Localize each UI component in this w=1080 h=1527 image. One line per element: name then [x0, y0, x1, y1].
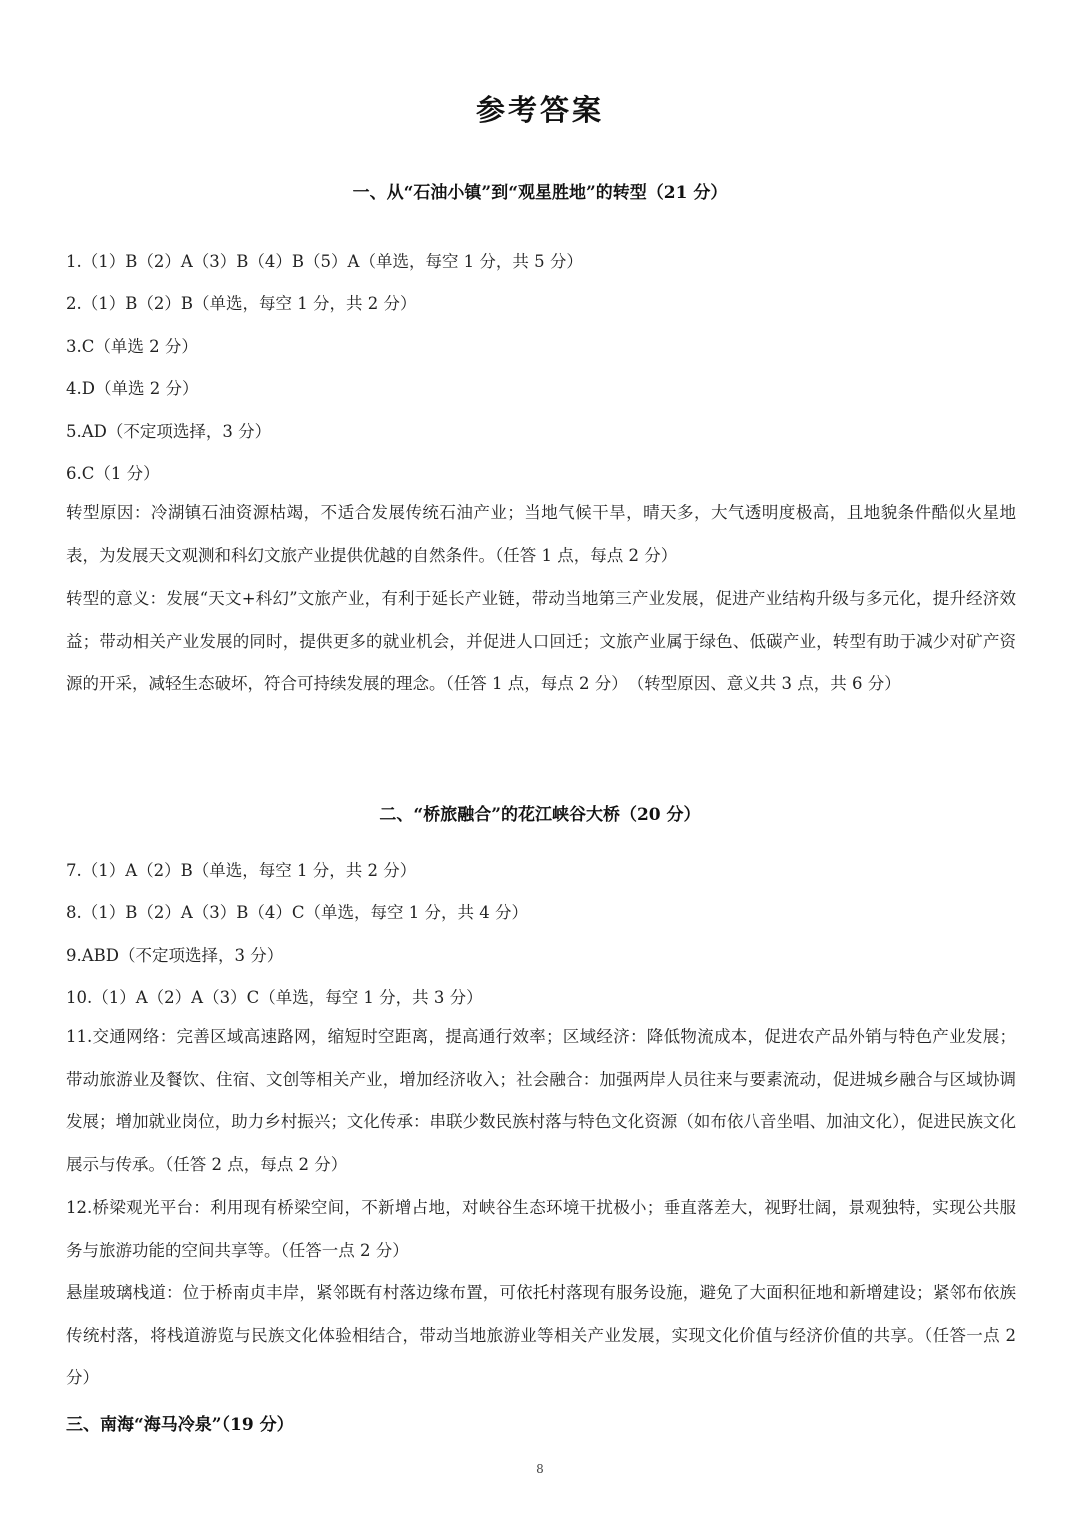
answer-line-9: 9.ABD（不定项选择，3 分）	[66, 946, 284, 965]
answer-line-5: 5.AD（不定项选择，3 分）	[66, 422, 272, 441]
answer-line-10: 10.（1）A（2）A（3）C（单选，每空 1 分，共 3 分）	[66, 988, 483, 1007]
answer-line-7: 7.（1）A（2）B（单选，每空 1 分，共 2 分）	[66, 861, 417, 880]
answer-line-2: 2.（1）B（2）B（单选，每空 1 分，共 2 分）	[66, 294, 417, 313]
transformation-reasons-paragraph: 转型原因：冷湖镇石油资源枯竭，不适合发展传统石油产业；当地气候干旱，晴天多，大气透明度极高，且地貌条件酷似火星地表，为发展天文观测和科幻文旅产业提供优越的自然条件。（任答 1 点，每点 2 分）	[66, 503, 1016, 565]
transformation-significance-paragraph: 转型的意义：发展“天文+科幻”文旅产业，有利于延长产业链，带动当地第三产业发展，促进产业结构升级与多元化，提升经济效益；带动相关产业发展的同时，提供更多的就业机会，并促进人口回迁；文旅产业属于绿色、低碳产业，转型有助于减少对矿产资源的开采，减轻生态破坏，符合可持续发展的理念。（任答 1 点，每点 2 分） （转型原因、意义共 3 点，共 6 分）	[66, 589, 1016, 693]
answer-12-paragraph: 12.桥梁观光平台：利用现有桥梁空间，不新增占地，对峡谷生态环境干扰极小；垂直落差大，视野壮阔，景观独特，实现公共服务与旅游功能的空间共享等。（任答一点 2 分）	[66, 1198, 1016, 1260]
section-3-heading: 三、南海“海马冷泉”（19 分）	[66, 1415, 294, 1435]
answer-11-paragraph: 11.交通网络：完善区域高速路网，缩短时空距离，提高通行效率；区域经济：降低物流成本，促进农产品外销与特色产业发展；带动旅游业及餐饮、住宿、文创等相关产业，增加经济收入；社会融合：加强两岸人员往来与要素流动，促进城乡融合与区域协调发展；增加就业岗位，助力乡村振兴；文化传承：串联少数民族村落与特色文化资源（如布依八音坐唱、加油文化），促进民族文化展示与传承。（任答 2 点，每点 2 分）	[66, 1027, 1016, 1174]
page-title: 参考答案	[475, 93, 604, 127]
page-number: 8	[536, 1462, 544, 1476]
section-1-heading: 一、从“石油小镇”到“观星胜地”的转型（21 分）	[352, 183, 728, 203]
answer-line-6: 6.C（1 分）	[66, 464, 160, 483]
answer-12-glass-walkway-paragraph: 悬崖玻璃栈道：位于桥南贞丰岸，紧邻既有村落边缘布置，可依托村落现有服务设施，避免了大面积征地和新增建设；紧邻布依族传统村落，将栈道游览与民族文化体验相结合，带动当地旅游业等相关产业发展，实现文化价值与经济价值的共享。（任答一点 2 分）	[66, 1283, 1016, 1387]
answer-line-1: 1.（1）B（2）A（3）B（4）B（5）A（单选，每空 1 分，共 5 分）	[66, 252, 583, 271]
answer-line-4: 4.D（单选 2 分）	[66, 379, 199, 398]
section-2-heading: 二、“桥旅融合”的花江峡谷大桥（20 分）	[379, 805, 701, 825]
answer-line-8: 8.（1）B（2）A（3）B（4）C（单选，每空 1 分，共 4 分）	[66, 903, 528, 922]
answer-line-3: 3.C（单选 2 分）	[66, 337, 198, 356]
